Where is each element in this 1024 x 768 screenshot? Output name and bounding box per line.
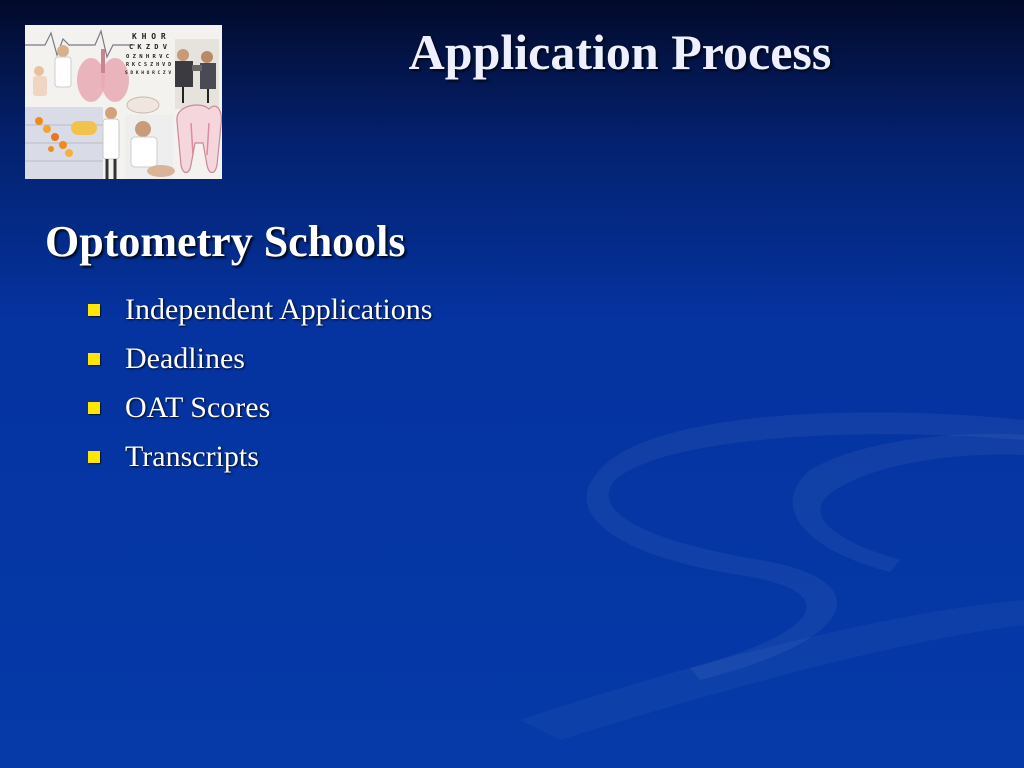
svg-text:S D K H O R C Z V: S D K H O R C Z V (125, 71, 172, 76)
svg-text:R K C S Z H V D: R K C S Z H V D (126, 62, 172, 68)
slide-title: Application Process (408, 24, 832, 80)
bullet-label: OAT Scores (125, 390, 271, 424)
svg-text:C K Z D V: C K Z D V (129, 43, 167, 51)
optometrist-exam-figure (175, 39, 219, 109)
section-heading: Optometry Schools (45, 217, 406, 266)
pharmacy-shelves (25, 107, 103, 179)
bullet-item-oat-scores (88, 383, 432, 432)
bullet-label: Deadlines (125, 341, 245, 375)
medical-collage-image (25, 25, 222, 179)
yellow-square-bullet-icon (88, 402, 100, 414)
bullet-item-transcripts (88, 432, 432, 481)
dentist-figure (125, 115, 175, 179)
bullet-item-independent-applications (88, 285, 432, 334)
bullet-list (88, 285, 432, 481)
yellow-square-bullet-icon (88, 451, 100, 463)
bullet-label: Transcripts (125, 439, 259, 473)
bullet-label: Independent Applications (125, 292, 433, 326)
yellow-square-bullet-icon (88, 353, 100, 365)
teeth-model-icon (127, 97, 159, 113)
svg-text:O Z N H R V C: O Z N H R V C (126, 54, 170, 60)
yellow-square-bullet-icon (88, 304, 100, 316)
bullet-item-deadlines (88, 334, 432, 383)
svg-text:K H O R: K H O R (132, 32, 166, 41)
